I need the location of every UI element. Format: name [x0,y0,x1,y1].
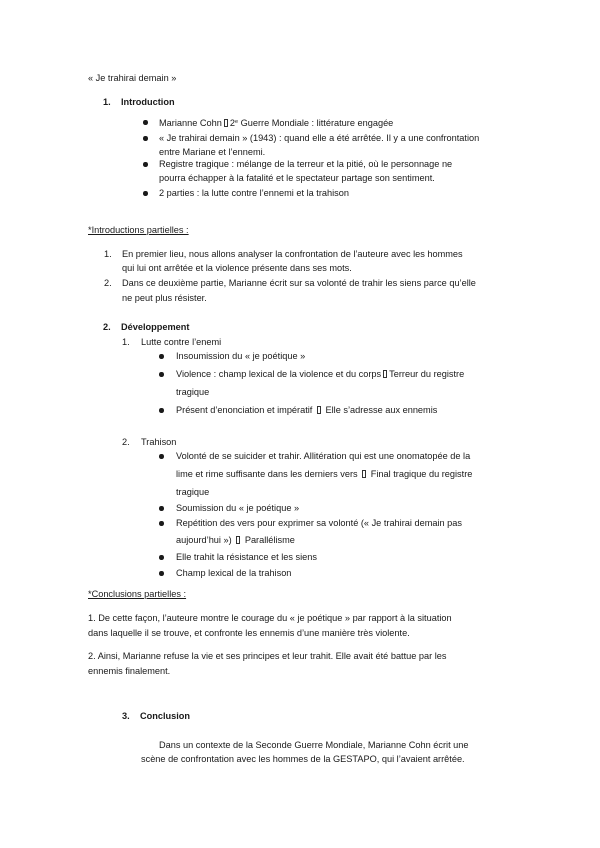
intro-bullet-3-line-1: Registre tragique : mélange de la terreur et la pitié, où le personnage ne [159,159,453,169]
dev-sub-2-bullet-1-l2b: Final tragique du registre [370,469,473,479]
dev-sub-1-bullet-3 [176,404,437,416]
dev-sub-2-bullet-1-line-1: Volonté de se suicider et trahir. Allitération qui est une onomatopée de la [176,451,471,461]
conclusion-line-2: scène de confrontation avec les hommes de la GESTAPO, qui l’avaient arrêtée. [141,754,465,764]
dev-sub-2-bullet-1-line-3: tragique [176,487,210,497]
conclusion-heading: Conclusion [140,711,191,721]
intro-bullet-1 [159,116,393,129]
dev-sub-2-bullet-3-l2b: Parallélisme [244,535,295,545]
dev-sub-1-number: 1. [122,337,130,347]
dev-number: 2. [103,322,111,332]
partial-intro-2-number: 2. [104,278,112,288]
partial-concl-1-line-1: 1. De cette façon, l’auteure montre le courage du « je poétique » par rapport à la situation [88,613,452,623]
bullet-icon [159,506,164,511]
dev-sub-1-bullet-2-line-1 [176,368,464,380]
intro-number: 1. [103,97,111,107]
bullet-icon [159,454,164,459]
bullet-icon [159,408,164,413]
missing-glyph-icon [383,370,387,378]
dev-sub-2-bullet-2: Soumission du « je poétique » [176,503,300,513]
dev-sub-1-bullet-2-line-2: tragique [176,387,210,397]
bullet-icon [143,120,148,125]
dev-sub-1-bullet-3-a: Présent d’enonciation et impératif [176,405,313,415]
partial-concl-1-line-2: dans laquelle il se trouve, et confronte les ennemis d’une manière très violente. [88,628,410,638]
intro-bullet-1-sup: e [234,119,239,125]
bullet-icon [143,191,148,196]
conclusion-line-1: Dans un contexte de la Seconde Guerre Mondiale, Marianne Cohn écrit une [159,740,469,750]
missing-glyph-icon [362,470,366,478]
partial-intro-heading: *Introductions partielles : [88,225,189,235]
partial-concl-2-line-1: 2. Ainsi, Marianne refuse la vie et ses principes et leur trahit. Elle avait été battue par les [88,651,447,661]
partial-intro-1-line-2: qui lui ont arrêtée et la violence présente dans ses mots. [122,263,352,273]
dev-heading: Développement [121,322,190,332]
conclusion-number: 3. [122,711,130,721]
dev-sub-2-bullet-3-l2a: aujourd’hui ») [176,535,232,545]
partial-intro-2-line-2: ne peut plus résister. [122,293,207,303]
bullet-icon [143,162,148,167]
dev-sub-2-bullet-3-line-1: Repétition des vers pour exprimer sa volonté (« Je trahirai demain pas [176,518,462,528]
dev-sub-1-bullet-1: Insoumission du « je poétique » [176,351,306,361]
bullet-icon [159,555,164,560]
dev-sub-2-bullet-1-l2a: lime et rime suffisante dans les derniers vers [176,469,358,479]
dev-sub-1-bullet-2-a: Violence : champ lexical de la violence et du corps [176,369,382,379]
bullet-icon [143,136,148,141]
missing-glyph-icon [224,119,228,127]
bullet-icon [159,571,164,576]
intro-bullet-1-b: Guerre Mondiale : littérature engagée [240,118,394,128]
dev-sub-1-bullet-3-b: Elle s’adresse aux ennemis [325,405,438,415]
bullet-icon [159,521,164,526]
partial-intro-2-line-1: Dans ce deuxième partie, Marianne écrit sur sa volonté de trahir les siens parce qu’elle [122,278,476,288]
dev-sub-2-number: 2. [122,437,130,447]
intro-bullet-3-line-2: pourra échapper à la fatalité et le spectateur partage son sentiment. [159,173,435,183]
bullet-icon [159,354,164,359]
dev-sub-2-bullet-4: Elle trahit la résistance et les siens [176,552,317,562]
intro-bullet-1-a: Marianne Cohn [159,118,222,128]
dev-sub-2-title: Trahison [141,437,177,447]
missing-glyph-icon [236,536,240,544]
partial-concl-2-line-2: ennemis finalement. [88,666,171,676]
dev-sub-2-bullet-3-line-2 [176,534,295,546]
intro-heading: Introduction [121,97,175,107]
dev-sub-1-title: Lutte contre l’enemi [141,337,222,347]
partial-intro-1-number: 1. [104,249,112,259]
missing-glyph-icon [317,406,321,414]
partial-concl-heading: *Conclusions partielles : [88,589,187,599]
intro-bullet-4: 2 parties : la lutte contre l’ennemi et la trahison [159,188,349,198]
dev-sub-1-bullet-2-b: Terreur du registre [389,369,465,379]
bullet-icon [159,372,164,377]
dev-sub-2-bullet-1-line-2 [176,468,472,480]
intro-bullet-1-ordinal: 2 [229,118,235,128]
intro-bullet-2-line-2: entre Mariane et l’ennemi. [159,147,266,157]
intro-bullet-2-line-1: « Je trahirai demain » (1943) : quand elle a été arrêtée. Il y a une confrontation [159,133,480,143]
dev-sub-2-bullet-5: Champ lexical de la trahison [176,568,292,578]
document-title: « Je trahirai demain » [88,73,177,83]
partial-intro-1-line-1: En premier lieu, nous allons analyser la confrontation de l’auteure avec les hommes [122,249,463,259]
